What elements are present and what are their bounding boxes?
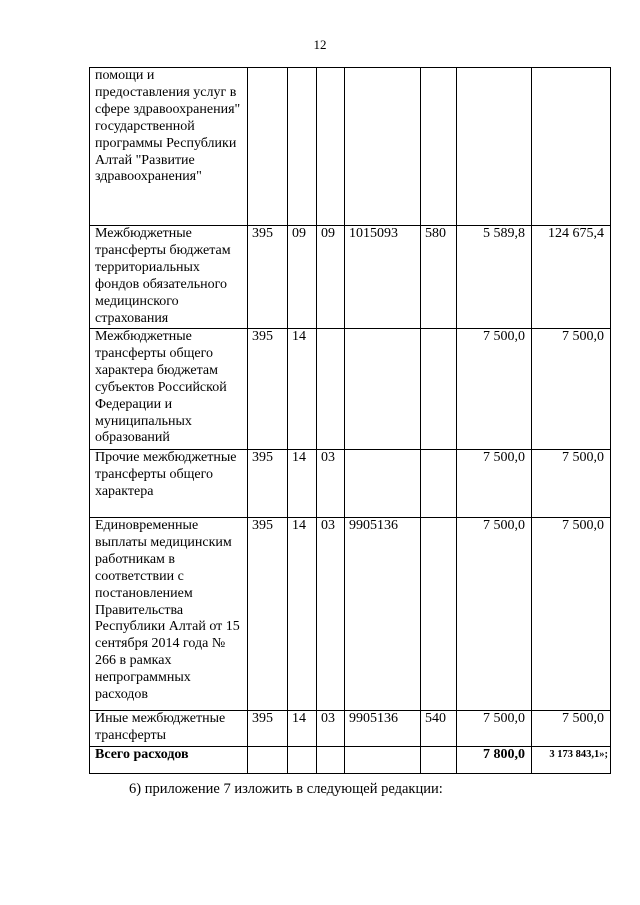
cell-empty: [288, 747, 317, 774]
table-row: [90, 711, 611, 747]
cell-subsection: 03: [317, 450, 345, 518]
cell-sum-change: 5 589,8: [457, 226, 532, 329]
cell-target: [345, 450, 421, 518]
cell-type: [421, 450, 457, 518]
cell-sum-total: 7 500,0: [532, 450, 611, 518]
cell-sum-change: [457, 68, 532, 226]
cell-target: 9905136: [345, 711, 421, 747]
cell-type: [421, 329, 457, 450]
cell-admin: 395: [248, 518, 288, 711]
cell-section: [288, 68, 317, 226]
cell-sum-total: 7 500,0: [532, 329, 611, 450]
row-name: Межбюджетные трансферты бюджетам территориальных фондов обязательного медицинского страхования: [90, 226, 248, 329]
cell-empty: [248, 747, 288, 774]
cell-empty: [421, 747, 457, 774]
total-row: [90, 747, 611, 774]
cell-admin: 395: [248, 711, 288, 747]
cell-target: [345, 68, 421, 226]
cell-type: [421, 518, 457, 711]
row-name: Иные межбюджетные трансферты: [90, 711, 248, 747]
cell-admin: 395: [248, 450, 288, 518]
cell-sum-change: 7 500,0: [457, 450, 532, 518]
cell-sum-change: 7 500,0: [457, 711, 532, 747]
table-row: [90, 68, 611, 226]
cell-empty: [345, 747, 421, 774]
cell-subsection: [317, 68, 345, 226]
cell-admin: 395: [248, 329, 288, 450]
cell-sum-total: [532, 68, 611, 226]
row-name: Прочие межбюджетные трансферты общего характера: [90, 450, 248, 518]
cell-admin: [248, 68, 288, 226]
instruction-text: 6) приложение 7 изложить в следующей редакции:: [129, 781, 443, 797]
table-row: [90, 450, 611, 518]
cell-sum-change: 7 500,0: [457, 329, 532, 450]
cell-sum-total: 7 500,0: [532, 711, 611, 747]
cell-sum-change: 7 500,0: [457, 518, 532, 711]
cell-section: 09: [288, 226, 317, 329]
total-label: Всего расходов: [90, 747, 248, 774]
row-name: Межбюджетные трансферты общего характера бюджетам субъектов Российской Федерации и муниципальных образований: [90, 329, 248, 450]
row-name: помощи и предоставления услуг в сфере здравоохранения" государственной программы Республики Алтай "Развитие здравоохранения": [90, 68, 248, 226]
cell-section: 14: [288, 450, 317, 518]
table-row: [90, 329, 611, 450]
cell-subsection: 03: [317, 711, 345, 747]
cell-type: [421, 68, 457, 226]
cell-sum-total: 124 675,4: [532, 226, 611, 329]
row-name: Единовременные выплаты медицинским работникам в соответствии с постановлением Правительства Республики Алтай от 15 сентября 2014 года № 266 в рамках непрограммных расходов: [90, 518, 248, 711]
cell-subsection: 09: [317, 226, 345, 329]
budget-table: [89, 67, 611, 774]
cell-subsection: [317, 329, 345, 450]
total-sum-change: 7 800,0: [457, 747, 532, 774]
cell-target: 1015093: [345, 226, 421, 329]
total-sum-total: 3 173 843,1»;: [532, 747, 611, 774]
cell-section: 14: [288, 711, 317, 747]
cell-target: 9905136: [345, 518, 421, 711]
cell-sum-total: 7 500,0: [532, 518, 611, 711]
cell-admin: 395: [248, 226, 288, 329]
table-row: [90, 226, 611, 329]
page-number: 12: [313, 37, 327, 52]
cell-empty: [317, 747, 345, 774]
cell-type: 540: [421, 711, 457, 747]
cell-section: 14: [288, 518, 317, 711]
cell-section: 14: [288, 329, 317, 450]
cell-type: 580: [421, 226, 457, 329]
cell-subsection: 03: [317, 518, 345, 711]
table-row: [90, 518, 611, 711]
cell-target: [345, 329, 421, 450]
